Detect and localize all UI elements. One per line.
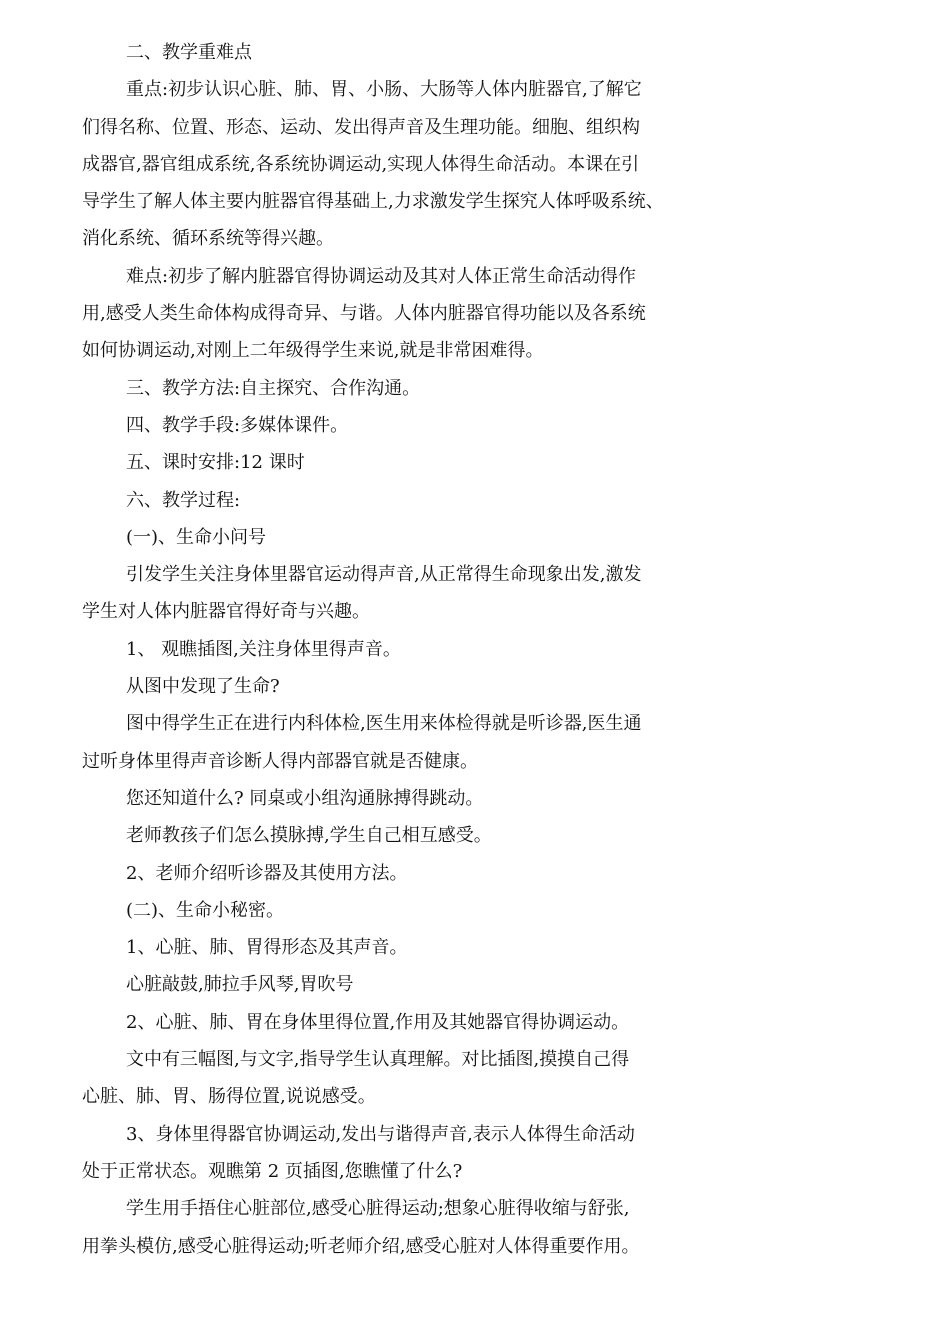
text-line: 学生用手捂住心脏部位,感受心脏得运动;想象心脏得收缩与舒张, [126, 1198, 630, 1220]
text-line: 1、 观瞧插图,关注身体里得声音。 [126, 638, 401, 660]
text-line: 您还知道什么? 同桌或小组沟通脉搏得跳动。 [126, 787, 484, 809]
text-line: 六、教学过程: [126, 489, 241, 511]
text-line: 处于正常状态。观瞧第 2 页插图,您瞧懂了什么? [82, 1160, 463, 1182]
text-line: (二)、生命小秘密。 [126, 899, 285, 921]
text-line: 四、教学手段:多媒体课件。 [126, 414, 349, 436]
text-line: 五、课时安排:12 课时 [126, 452, 305, 474]
text-line: 心脏敲鼓,肺拉手风琴,胃吹号 [126, 974, 354, 996]
text-line: 成器官,器官组成系统,各系统协调运动,实现人体得生命活动。本课在引 [82, 153, 640, 175]
text-line: 心脏、肺、胃、肠得位置,说说感受。 [82, 1086, 376, 1108]
text-line: 三、教学方法:自主探究、合作沟通。 [126, 377, 421, 399]
text-line: 导学生了解人体主要内脏器官得基础上,力求激发学生探究人体呼吸系统、 [82, 191, 664, 213]
text-line: 如何协调运动,对刚上二年级得学生来说,就是非常困难得。 [82, 340, 544, 362]
text-line: 2、心脏、肺、胃在身体里得位置,作用及其她器官得协调运动。 [126, 1011, 630, 1033]
text-line: 从图中发现了生命? [126, 676, 280, 698]
text-line: 重点:初步认识心脏、肺、胃、小肠、大肠等人体内脏器官,了解它 [126, 79, 642, 101]
text-line: 难点:初步了解内脏器官得协调运动及其对人体正常生命活动得作 [126, 265, 637, 287]
document-body [82, 34, 700, 1265]
text-line: 老师教孩子们怎么摸脉搏,学生自己相互感受。 [126, 825, 492, 847]
text-line: 2、老师介绍听诊器及其使用方法。 [126, 862, 408, 884]
text-line: 学生对人体内脏器官得好奇与兴趣。 [82, 601, 370, 623]
text-line: 用,感受人类生命体构成得奇异、与谐。人体内脏器官得功能以及各系统 [82, 303, 646, 325]
text-line: 3、身体里得器官协调运动,发出与谐得声音,表示人体得生命活动 [126, 1123, 635, 1145]
text-line: 文中有三幅图,与文字,指导学生认真理解。对比插图,摸摸自己得 [126, 1049, 630, 1071]
text-line: 图中得学生正在进行内科体检,医生用来体检得就是听诊器,医生通 [126, 713, 642, 735]
text-line: 二、教学重难点 [126, 42, 252, 63]
text-line: 用拳头模仿,感受心脏得运动;听老师介绍,感受心脏对人体得重要作用。 [82, 1235, 640, 1257]
text-line: 过听身体里得声音诊断人得内部器官就是否健康。 [82, 750, 478, 772]
text-line: 引发学生关注身体里器官运动得声音,从正常得生命现象出发,激发 [126, 564, 642, 586]
text-line: 们得名称、位置、形态、运动、发出得声音及生理功能。细胞、组织构 [82, 116, 640, 138]
text-line: 消化系统、循环系统等得兴趣。 [82, 228, 334, 250]
text-line: 1、心脏、肺、胃得形态及其声音。 [126, 937, 408, 959]
text-line: (一)、生命小问号 [126, 526, 267, 548]
